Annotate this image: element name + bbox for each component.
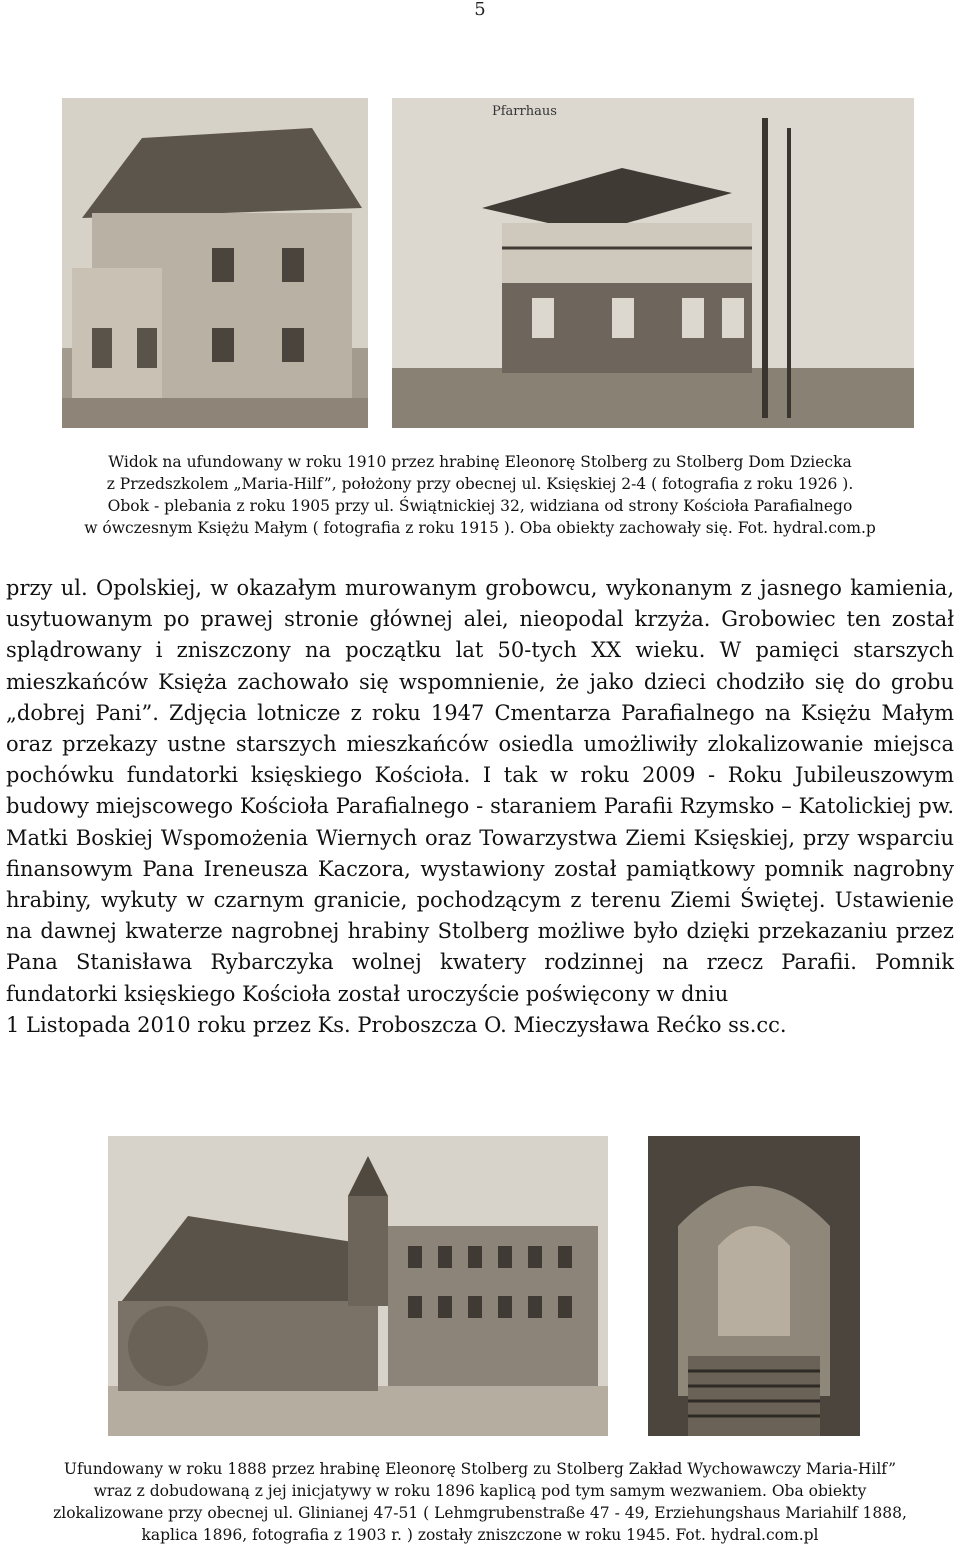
photo-pfarrhaus [392,98,914,428]
bottom-caption-line: zlokalizowane przy obecnej ul. Glinianej 47-51 ( Lehmgrubenstraße 47 - 49, Erziehungshaus Mariahilf 1888, [53,1504,907,1522]
photo-childrens-home [62,98,368,428]
body-text [6,573,954,1041]
photo-chapel-interior [648,1136,860,1436]
body-paragraph: przy ul. Opolskiej, w okazałym murowanym grobowcu, wykonanym z jasnego kamienia, usytuowanym po prawej stronie głównej alei, nieopodal krzyża. Grobowiec ten został splądrowany i zniszczony na początku lat 50-tych XX wieku. W pamięci starszych mieszkańców Księża zachowało się wspomnienie, że jako dzieci chodziło się do grobu „dobrej Pani”. Zdjęcia lotnicze z roku 1947 Cmentarza Parafialnego na Księżu Małym oraz przekazy ustne starszych mieszkańców osiedla umożliwiły zlokalizowanie miejsca pochówku fundatorki księskiego Kościoła. I tak w roku 2009 - Roku Jubileuszowym budowy miejscowego Kościoła Parafialnego - staraniem Parafii Rzymsko – Katolickiej pw. Matki Boskiej Wspomożenia Wiernych oraz Towarzystwa Ziemi Księskiej, przy wsparciu finansowym Pana Ireneusza Kaczora, wystawiony został pamiątkowy pomnik nagrobny hrabiny, wykuty w czarnym granicie, pochodzącym z terenu Ziemi Świętej. Ustawienie na dawnej kwaterze nagrobnej hrabiny Stolberg możliwe było dzięki przekazaniu przez Pana Stanisława Rybarczyka wolnej kwatery rodzinnej na rzecz Parafii. Pomnik fundatorki księskiego Kościoła został uroczyście poświęcony w dniu [6,576,954,1006]
page-number: 5 [474,0,486,20]
top-caption-line: Widok na ufundowany w roku 1910 przez hrabinę Eleonorę Stolberg zu Stolberg Dom Dziecka [108,453,852,471]
pfarrhaus-label: Pfarrhaus [492,104,557,119]
bottom-caption-line: kaplica 1896, fotografia z 1903 r. ) zostały zniszczone w roku 1945. Fot. hydral.com.pl [141,1526,819,1544]
bottom-caption-line: Ufundowany w roku 1888 przez hrabinę Eleonorę Stolberg zu Stolberg Zakład Wychowawczy Maria-Hilf” [63,1460,897,1478]
top-caption-line: w ówczesnym Księżu Małym ( fotografia z roku 1915 ). Oba obiekty zachowały się. Fot. hydral.com.p [84,519,876,537]
bottom-caption-line: wraz z dobudowaną z jej inicjatywy w roku 1896 kaplicą pod tym samym wezwaniem. Oba obiekty [93,1482,867,1500]
photo-maria-hilf-institution [108,1136,608,1436]
body-last-line: 1 Listopada 2010 roku przez Ks. Proboszcza O. Mieczysława Rećko ss.cc. [6,1012,787,1037]
top-caption-line: Obok - plebania z roku 1905 przy ul. Świątnickiej 32, widziana od strony Kościoła Parafialnego [107,497,853,515]
bottom-caption [0,1458,960,1546]
top-caption-line: z Przedszkolem „Maria-Hilf”, położony przy obecnej ul. Księskiej 2-4 ( fotografia z roku 1926 ). [106,475,854,493]
top-caption [0,451,960,539]
